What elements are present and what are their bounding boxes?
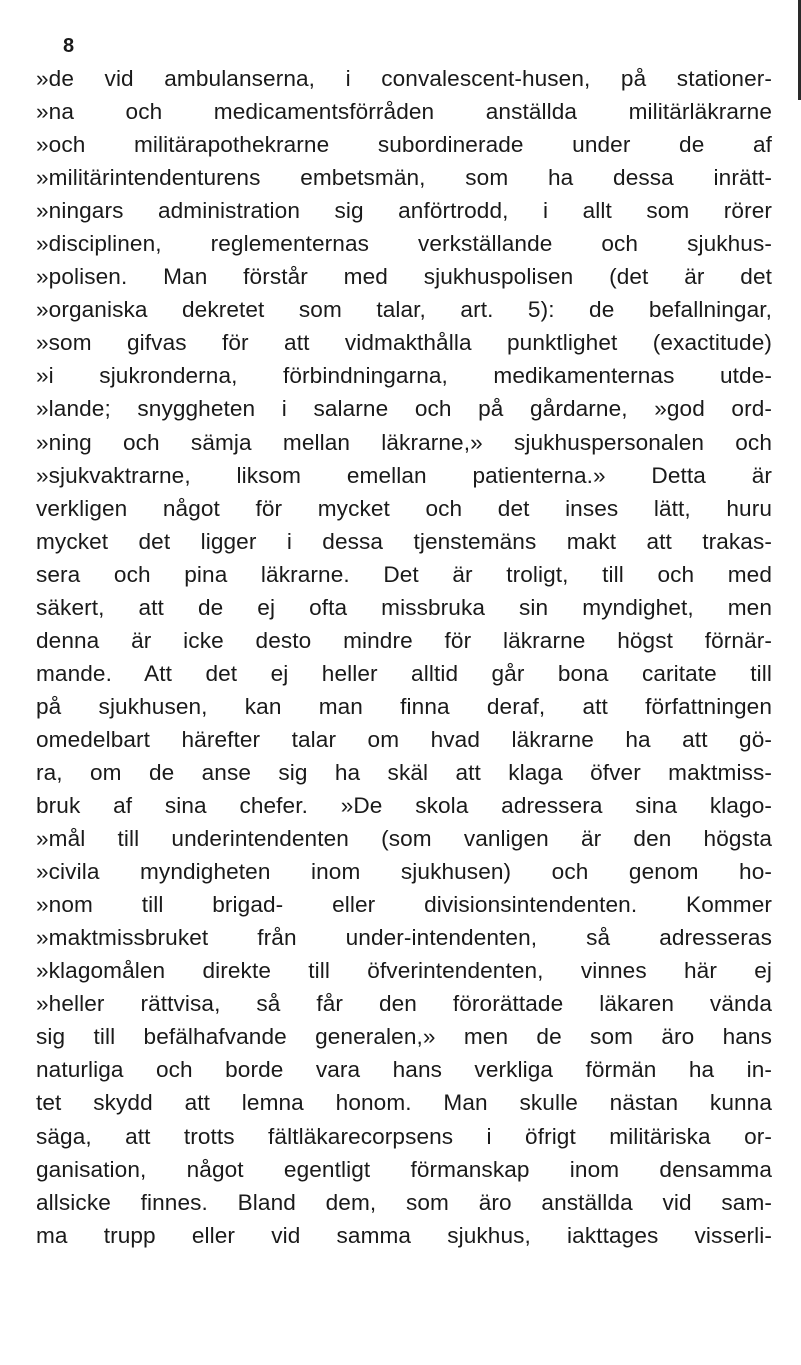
text-line: »maktmissbruket från under-intendenten, så adresseras	[36, 925, 772, 951]
text-line: omedelbart härefter talar om hvad läkrarne ha att gö-	[36, 726, 772, 752]
text-line: säga, att trotts fältläkarecorpsens i öfrigt militäriska or-	[36, 1123, 772, 1149]
text-line: »disciplinen, reglementernas verkställande och sjukhus-	[36, 231, 772, 257]
text-line: »som gifvas för att vidmakthålla punktlighet (exactitude)	[36, 330, 772, 356]
text-line: »heller rättvisa, så får den förorättade läkaren vända	[36, 991, 772, 1017]
text-line: verkligen något för mycket och det inses lätt, huru	[36, 495, 772, 521]
text-line: mande. Att det ej heller alltid går bona caritate till	[36, 660, 772, 686]
text-line: »na och medicamentsförråden anställda militärläkrarne	[36, 99, 772, 125]
text-line: sig till befälhafvande generalen,» men de som äro hans	[36, 1024, 772, 1050]
text-line: »organiska dekretet som talar, art. 5): de befallningar,	[36, 297, 772, 323]
text-line: »militärintendenturens embetsmän, som ha dessa inrätt-	[36, 165, 772, 191]
text-line: säkert, att de ej ofta missbruka sin myndighet, men	[36, 594, 772, 620]
text-line: allsicke finnes. Bland dem, som äro anställda vid sam-	[36, 1189, 772, 1215]
text-line: ra, om de anse sig ha skäl att klaga öfver maktmiss-	[36, 759, 772, 785]
text-line: »lande; snyggheten i salarne och på gårdarne, »god ord-	[36, 396, 772, 422]
text-line: naturliga och borde vara hans verkliga förmän ha in-	[36, 1057, 772, 1083]
text-line: »polisen. Man förstår med sjukhuspolisen (det är det	[36, 264, 772, 290]
text-line: bruk af sina chefer. »De skola adressera sina klago-	[36, 793, 772, 819]
body-text	[36, 62, 772, 1252]
text-line: »mål till underintendenten (som vanligen är den högsta	[36, 826, 772, 852]
text-line: »civila myndigheten inom sjukhusen) och genom ho-	[36, 859, 772, 885]
text-line: denna är icke desto mindre för läkrarne högst förnär-	[36, 627, 772, 653]
text-line: mycket det ligger i dessa tjenstemäns makt att trakas-	[36, 528, 772, 554]
text-line: ganisation, något egentligt förmanskap inom densamma	[36, 1156, 772, 1182]
text-line: på sjukhusen, kan man finna deraf, att författningen	[36, 693, 772, 719]
text-line: »sjukvaktrarne, liksom emellan patienterna.» Detta är	[36, 462, 772, 488]
text-line: »och militärapothekrarne subordinerade under de af	[36, 132, 772, 158]
text-line: »klagomålen direkte till öfverintendenten, vinnes här ej	[36, 958, 772, 984]
text-line: sera och pina läkrarne. Det är troligt, till och med	[36, 561, 772, 587]
page-number: 8	[63, 35, 75, 57]
text-line: »ning och sämja mellan läkrarne,» sjukhuspersonalen och	[36, 429, 772, 455]
text-line: ma trupp eller vid samma sjukhus, iakttages visserli-	[36, 1222, 772, 1248]
text-line: tet skydd att lemna honom. Man skulle nästan kunna	[36, 1090, 772, 1116]
text-line: »i sjukronderna, förbindningarna, medikamenternas utde-	[36, 363, 772, 389]
text-line: »de vid ambulanserna, i convalescent-husen, på stationer-	[36, 66, 772, 91]
text-line: »nom till brigad- eller divisionsintendenten. Kommer	[36, 892, 772, 918]
text-line: »ningars administration sig anförtrodd, i allt som rörer	[36, 198, 772, 224]
